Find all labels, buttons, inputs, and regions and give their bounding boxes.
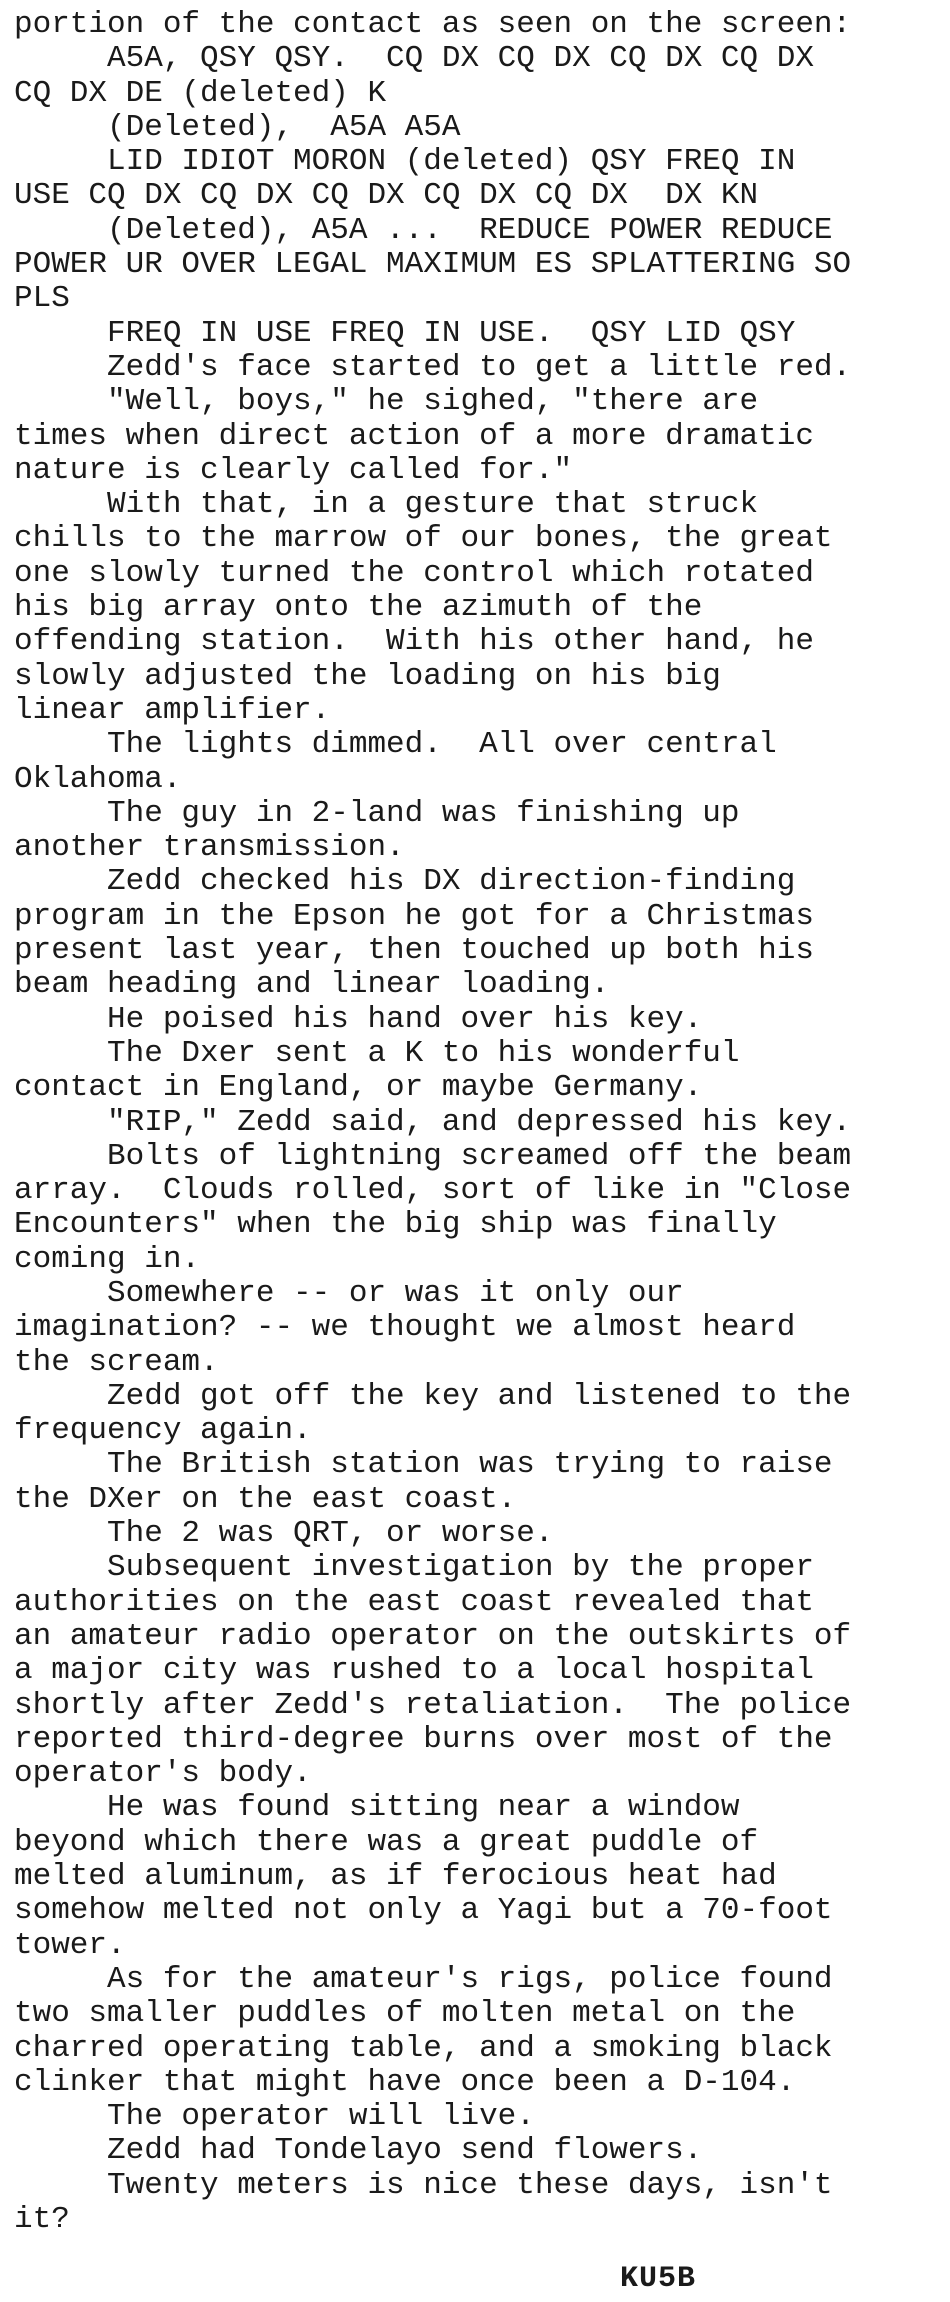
text-line: clinker that might have once been a D-104. xyxy=(14,2065,796,2100)
text-line: times when direct action of a more dramatic xyxy=(14,419,814,454)
text-line: an amateur radio operator on the outskirts of xyxy=(14,1619,852,1654)
text-line: it? xyxy=(14,2203,70,2237)
text-line: Oklahoma. xyxy=(14,762,182,797)
text-line: POWER UR OVER LEGAL MAXIMUM ES SPLATTERING SO xyxy=(14,248,852,283)
text-line: reported third-degree burns over most of the xyxy=(14,1722,833,1757)
text-line: a major city was rushed to a local hospital xyxy=(14,1654,814,1689)
text-line: The guy in 2-land was finishing up xyxy=(14,796,740,831)
text-line: the DXer on the east coast. xyxy=(14,1482,517,1517)
text-line: contact in England, or maybe Germany. xyxy=(14,1071,703,1106)
text-line: A5A, QSY QSY. CQ DX CQ DX CQ DX CQ DX xyxy=(14,42,814,77)
text-line: Twenty meters is nice these days, isn't xyxy=(14,2168,833,2203)
text-line: slowly adjusted the loading on his big xyxy=(14,659,721,694)
text-line: (Deleted), A5A A5A xyxy=(14,110,461,145)
text-line: frequency again. xyxy=(14,1414,312,1449)
text-line: He poised his hand over his key. xyxy=(14,1002,703,1037)
text-line: offending station. With his other hand, he xyxy=(14,625,814,660)
text-line: the scream. xyxy=(14,1345,219,1380)
text-line: beyond which there was a great puddle of xyxy=(14,1825,759,1860)
author-signature: KU5B xyxy=(620,2262,697,2296)
text-line: portion of the contact as seen on the screen: xyxy=(14,8,852,42)
text-line: The operator will live. xyxy=(14,2100,535,2135)
text-line: Encounters" when the big ship was finally xyxy=(14,1208,777,1243)
text-line: imagination? -- we thought we almost heard xyxy=(14,1311,796,1346)
text-line: melted aluminum, as if ferocious heat had xyxy=(14,1860,777,1895)
text-line: The British station was trying to raise xyxy=(14,1448,833,1483)
text-line: The 2 was QRT, or worse. xyxy=(14,1517,554,1552)
text-line: LID IDIOT MORON (deleted) QSY FREQ IN xyxy=(14,145,796,180)
text-line: Zedd got off the key and listened to the xyxy=(14,1379,852,1414)
text-line: authorities on the east coast revealed that xyxy=(14,1585,814,1620)
text-line: FREQ IN USE FREQ IN USE. QSY LID QSY xyxy=(14,316,796,351)
text-line: charred operating table, and a smoking black xyxy=(14,2031,833,2066)
text-line: Zedd had Tondelayo send flowers. xyxy=(14,2134,703,2169)
text-line: array. Clouds rolled, sort of like in "Close xyxy=(14,1174,852,1209)
text-line: coming in. xyxy=(14,1242,201,1277)
text-line: program in the Epson he got for a Christmas xyxy=(14,899,814,934)
text-line: Bolts of lightning screamed off the beam xyxy=(14,1139,852,1174)
text-line: tower. xyxy=(14,1928,126,1963)
text-line: PLS xyxy=(14,282,70,317)
text-line: shortly after Zedd's retaliation. The police xyxy=(14,1688,852,1723)
text-line: Zedd checked his DX direction-finding xyxy=(14,865,796,900)
text-line: He was found sitting near a window xyxy=(14,1791,740,1826)
text-line: somehow melted not only a Yagi but a 70-foot xyxy=(14,1894,833,1929)
text-line: present last year, then touched up both his xyxy=(14,934,814,969)
text-line: "RIP," Zedd said, and depressed his key. xyxy=(14,1105,852,1140)
text-line: With that, in a gesture that struck xyxy=(14,488,759,523)
text-line: beam heading and linear loading. xyxy=(14,968,610,1003)
article-body xyxy=(14,8,934,2237)
text-line: (Deleted), A5A ... REDUCE POWER REDUCE xyxy=(14,213,833,248)
text-line: The Dxer sent a K to his wonderful xyxy=(14,1036,740,1071)
text-line: The lights dimmed. All over central xyxy=(14,728,777,763)
text-line: two smaller puddles of molten metal on the xyxy=(14,1997,796,2032)
text-line: linear amplifier. xyxy=(14,693,331,728)
text-line: Zedd's face started to get a little red. xyxy=(14,350,852,385)
text-line: Subsequent investigation by the proper xyxy=(14,1551,814,1586)
text-line: his big array onto the azimuth of the xyxy=(14,591,703,626)
text-line: USE CQ DX CQ DX CQ DX CQ DX CQ DX DX KN xyxy=(14,179,759,214)
text-line: As for the amateur's rigs, police found xyxy=(14,1962,833,1997)
text-line: CQ DX DE (deleted) K xyxy=(14,76,387,111)
text-line: nature is clearly called for." xyxy=(14,453,573,488)
text-line: another transmission. xyxy=(14,831,405,866)
text-line: chills to the marrow of our bones, the great xyxy=(14,522,833,557)
text-line: Somewhere -- or was it only our xyxy=(14,1276,684,1311)
text-line: "Well, boys," he sighed, "there are xyxy=(14,385,759,420)
text-line: one slowly turned the control which rotated xyxy=(14,556,814,591)
text-line: operator's body. xyxy=(14,1757,312,1792)
